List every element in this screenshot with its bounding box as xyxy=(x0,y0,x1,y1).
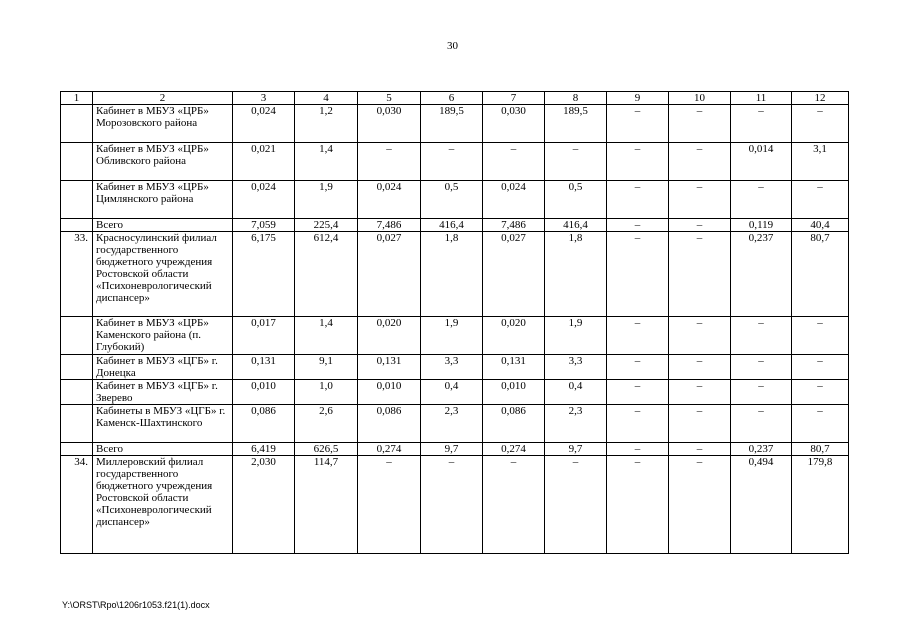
file-path-footer: Y:\ORST\Rpo\1206r1053.f21(1).docx xyxy=(62,600,210,610)
row-number xyxy=(61,443,93,456)
table-cell: – xyxy=(792,181,849,219)
table-cell: 7,486 xyxy=(358,219,421,232)
table-cell: 1,9 xyxy=(421,317,483,355)
table-cell: – xyxy=(358,456,421,554)
table-cell: 9,7 xyxy=(421,443,483,456)
table-cell: 0,086 xyxy=(358,405,421,443)
table-cell: 2,030 xyxy=(233,456,295,554)
table-row xyxy=(61,181,849,219)
table-cell: – xyxy=(421,456,483,554)
table-cell: 2,6 xyxy=(295,405,358,443)
table-cell: – xyxy=(731,355,792,380)
column-header: 8 xyxy=(545,92,607,105)
table-cell: 0,024 xyxy=(233,105,295,143)
table-cell: 1,2 xyxy=(295,105,358,143)
table-cell: 0,021 xyxy=(233,143,295,181)
table-cell: – xyxy=(545,456,607,554)
table-cell: – xyxy=(669,405,731,443)
table-cell: 0,274 xyxy=(358,443,421,456)
table-cell: 189,5 xyxy=(421,105,483,143)
row-name: Кабинет в МБУЗ «ЦРБ» Обливского района xyxy=(93,143,233,181)
table-cell: 0,027 xyxy=(483,232,545,317)
row-name: Кабинет в МБУЗ «ЦРБ» Каменского района (п. Глубокий) xyxy=(93,317,233,355)
table-cell: – xyxy=(792,405,849,443)
table-row xyxy=(61,219,849,232)
table-cell: – xyxy=(607,443,669,456)
table-cell: – xyxy=(607,232,669,317)
table-cell: 0,237 xyxy=(731,232,792,317)
row-number xyxy=(61,105,93,143)
row-name: Кабинеты в МБУЗ «ЦГБ» г. Каменск-Шахтинского xyxy=(93,405,233,443)
row-number: 34. xyxy=(61,456,93,554)
table-cell: 1,4 xyxy=(295,317,358,355)
row-name: Кабинет в МБУЗ «ЦРБ» Морозовского района xyxy=(93,105,233,143)
table-cell: 0,030 xyxy=(483,105,545,143)
table-cell: 2,3 xyxy=(421,405,483,443)
table-cell: 225,4 xyxy=(295,219,358,232)
table-cell: – xyxy=(607,405,669,443)
table-cell: – xyxy=(545,143,607,181)
table-cell: 0,086 xyxy=(483,405,545,443)
header-row xyxy=(61,92,849,105)
column-header: 4 xyxy=(295,92,358,105)
table-cell: 40,4 xyxy=(792,219,849,232)
table-cell: 6,419 xyxy=(233,443,295,456)
table-cell: – xyxy=(607,219,669,232)
table-cell: – xyxy=(607,105,669,143)
table-cell: 0,131 xyxy=(483,355,545,380)
table-cell: 7,486 xyxy=(483,219,545,232)
table-cell: 0,017 xyxy=(233,317,295,355)
row-number xyxy=(61,143,93,181)
table-row xyxy=(61,105,849,143)
row-name: Всего xyxy=(93,219,233,232)
table-cell: – xyxy=(607,143,669,181)
table-cell: 0,027 xyxy=(358,232,421,317)
table-cell: 0,024 xyxy=(233,181,295,219)
table-cell: 3,3 xyxy=(545,355,607,380)
table-cell: 179,8 xyxy=(792,456,849,554)
column-header: 5 xyxy=(358,92,421,105)
table-cell: 0,237 xyxy=(731,443,792,456)
table-cell: 9,1 xyxy=(295,355,358,380)
data-table xyxy=(60,91,849,554)
table-cell: 0,131 xyxy=(233,355,295,380)
table-row xyxy=(61,143,849,181)
table-cell: 0,5 xyxy=(421,181,483,219)
page-number: 30 xyxy=(447,40,458,52)
row-name: Кабинет в МБУЗ «ЦГБ» г. Зверево xyxy=(93,380,233,405)
column-header: 12 xyxy=(792,92,849,105)
table-cell: – xyxy=(731,380,792,405)
table-cell: – xyxy=(669,317,731,355)
table-cell: – xyxy=(792,380,849,405)
table-cell: 189,5 xyxy=(545,105,607,143)
table-cell: 612,4 xyxy=(295,232,358,317)
table-cell: 0,010 xyxy=(358,380,421,405)
table-cell: 3,3 xyxy=(421,355,483,380)
column-header: 3 xyxy=(233,92,295,105)
table-cell: 1,9 xyxy=(295,181,358,219)
column-header: 11 xyxy=(731,92,792,105)
table-cell: 0,030 xyxy=(358,105,421,143)
table-cell: – xyxy=(792,317,849,355)
row-number xyxy=(61,219,93,232)
table-cell: – xyxy=(731,317,792,355)
row-number: 33. xyxy=(61,232,93,317)
table-cell: – xyxy=(669,380,731,405)
row-number xyxy=(61,405,93,443)
table-cell: – xyxy=(607,355,669,380)
table-cell: 0,020 xyxy=(483,317,545,355)
table-cell: – xyxy=(421,143,483,181)
table-cell: – xyxy=(607,456,669,554)
table-cell: 416,4 xyxy=(421,219,483,232)
table-cell: 0,494 xyxy=(731,456,792,554)
column-header: 1 xyxy=(61,92,93,105)
row-number xyxy=(61,181,93,219)
table-row xyxy=(61,317,849,355)
table-cell: 0,274 xyxy=(483,443,545,456)
table-cell: 0,010 xyxy=(483,380,545,405)
table-cell: 7,059 xyxy=(233,219,295,232)
table-row xyxy=(61,456,849,554)
table-cell: 1,0 xyxy=(295,380,358,405)
table-cell: 1,9 xyxy=(545,317,607,355)
row-name: Миллеровский филиал государственного бюджетного учреждения Ростовской области «Психоневрологический диспансер» xyxy=(93,456,233,554)
table-cell: 1,8 xyxy=(421,232,483,317)
table-row xyxy=(61,380,849,405)
table-cell: – xyxy=(792,355,849,380)
table-cell: – xyxy=(607,181,669,219)
table-row xyxy=(61,232,849,317)
table-cell: – xyxy=(731,105,792,143)
table-cell: 80,7 xyxy=(792,232,849,317)
table-cell: – xyxy=(669,443,731,456)
table-cell: – xyxy=(792,105,849,143)
table-cell: 80,7 xyxy=(792,443,849,456)
table-cell: – xyxy=(669,219,731,232)
table-cell: – xyxy=(483,456,545,554)
table-cell: – xyxy=(731,181,792,219)
table-cell: 114,7 xyxy=(295,456,358,554)
table-cell: 416,4 xyxy=(545,219,607,232)
column-header: 6 xyxy=(421,92,483,105)
table-cell: 0,4 xyxy=(545,380,607,405)
table-cell: 0,119 xyxy=(731,219,792,232)
column-header: 9 xyxy=(607,92,669,105)
table-cell: – xyxy=(607,317,669,355)
table-cell: 0,5 xyxy=(545,181,607,219)
table-cell: 1,4 xyxy=(295,143,358,181)
table-row xyxy=(61,405,849,443)
table-cell: 6,175 xyxy=(233,232,295,317)
table-cell: – xyxy=(669,355,731,380)
table-cell: 0,131 xyxy=(358,355,421,380)
table-cell: 0,020 xyxy=(358,317,421,355)
table-cell: 0,4 xyxy=(421,380,483,405)
table-cell: – xyxy=(669,105,731,143)
table-cell: – xyxy=(607,380,669,405)
table-cell: – xyxy=(483,143,545,181)
table-cell: – xyxy=(358,143,421,181)
row-number xyxy=(61,355,93,380)
table-cell: 1,8 xyxy=(545,232,607,317)
row-number xyxy=(61,380,93,405)
row-name: Всего xyxy=(93,443,233,456)
table-cell: 0,010 xyxy=(233,380,295,405)
column-header: 10 xyxy=(669,92,731,105)
row-number xyxy=(61,317,93,355)
table-cell: 0,086 xyxy=(233,405,295,443)
column-header: 2 xyxy=(93,92,233,105)
row-name: Кабинет в МБУЗ «ЦРБ» Цимлянского района xyxy=(93,181,233,219)
table-cell: – xyxy=(669,456,731,554)
table-cell: 0,024 xyxy=(358,181,421,219)
table-cell: – xyxy=(731,405,792,443)
table-cell: 9,7 xyxy=(545,443,607,456)
table-row xyxy=(61,355,849,380)
table-cell: 2,3 xyxy=(545,405,607,443)
table-cell: – xyxy=(669,232,731,317)
table-cell: – xyxy=(669,143,731,181)
table-cell: 0,024 xyxy=(483,181,545,219)
table-cell: 626,5 xyxy=(295,443,358,456)
table-cell: – xyxy=(669,181,731,219)
table-cell: 3,1 xyxy=(792,143,849,181)
table-row xyxy=(61,443,849,456)
column-header: 7 xyxy=(483,92,545,105)
row-name: Кабинет в МБУЗ «ЦГБ» г. Донецка xyxy=(93,355,233,380)
row-name: Красносулинский филиал государственного бюджетного учреждения Ростовской области «Психоневрологический диспансер» xyxy=(93,232,233,317)
table-cell: 0,014 xyxy=(731,143,792,181)
